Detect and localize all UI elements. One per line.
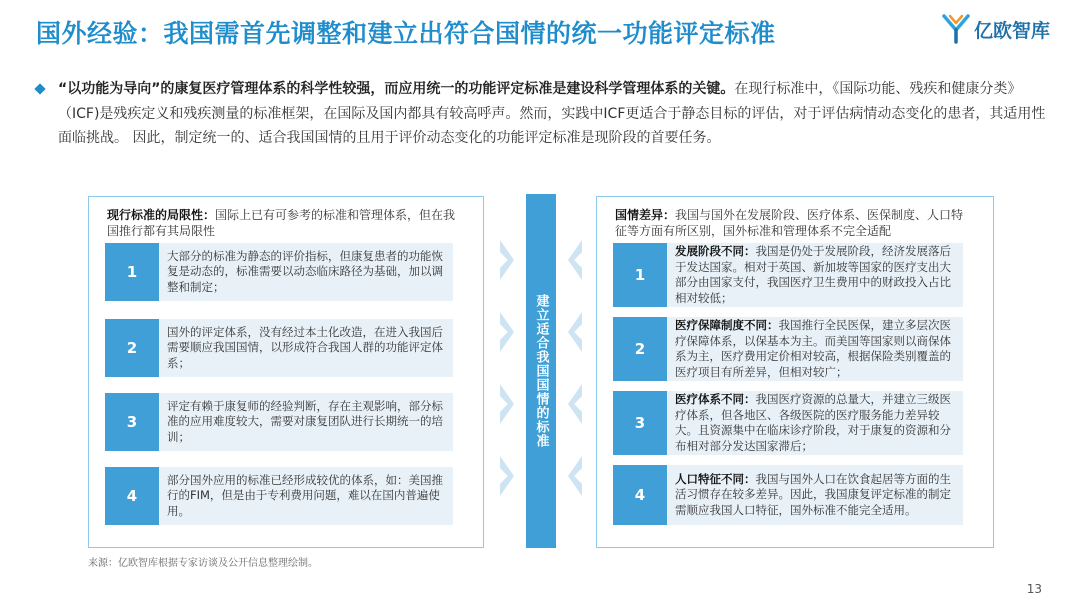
right-panel (596, 196, 994, 548)
item-number: 2 (613, 317, 667, 381)
item-text: 国外的评定体系，没有经过本土化改造，在进入我国后需要顺应我国国情，以形成符合我国人群的功能评定体系； (167, 324, 443, 370)
logo-text: 亿欧智库 (973, 19, 1050, 42)
item-text: 评定有赖于康复师的经验判断，存在主观影响，部分标准的应用难度较大，需要对康复团队进行长期统一的培训； (167, 398, 443, 444)
item-number: 4 (613, 465, 667, 525)
item-text: 我国医疗资源的总量大，并建立三级医疗体系，但各地区、各级医院的医疗服务能力差异较大。且资源集中在临床诊疗阶段，对于康复的资源和分布相对部分发达国家滞后； (675, 392, 951, 453)
item-bold: 发展阶段不同： (675, 244, 756, 258)
item-bold: 医疗保障制度不同： (675, 318, 779, 332)
page-number: 13 (1026, 582, 1042, 596)
right-item (613, 317, 963, 381)
item-text: 我国推行全民医保，建立多层次医疗保障体系，以保基本为主。而美国等国家则以商保体系为主，医疗费用定价相对较高，根据保险类别覆盖的医疗项目有所差异，但相对较广； (675, 318, 951, 379)
source-note: 来源：亿欧智库根据专家访谈及公开信息整理绘制。 (88, 558, 318, 569)
intro-body-text: 在现行标准中，《国际功能、残疾和健康分类》（ICF)是残疾定义和残疾测量的标准框架，在国际及国内都具有较高呼声。然而，实践中ICF更适合于静态目标的评估，对于评估病情动态变化的患者，其适用性面临挑战。 因此，制定统一的、适合我国国情的且用于评价动态变化的功能评定标准是现阶段的首要任务。 (58, 81, 1046, 146)
right-item (613, 465, 963, 525)
chevron-left-icon (568, 312, 582, 352)
chevron-right-icon (500, 456, 514, 496)
right-panel-head-text: 我国与国外在发展阶段、医疗体系、医保制度、人口特征等方面有所区别，国外标准和管理体系不完全适配 (615, 208, 964, 238)
chevron-left-icon (568, 384, 582, 424)
item-text: 大部分的标准为静态的评价指标，但康复患者的功能恢复是动态的，标准需要以动态临床路径为基础，加以调整和制定； (167, 248, 443, 294)
left-panel (88, 196, 484, 548)
chevron-right-icon (500, 240, 514, 280)
brand-logo (942, 14, 1050, 44)
item-text: 我国与国外人口在饮食起居等方面的生活习惯存在较多差异。因此，我国康复评定标准的制定需顺应我国人口特征，国外标准不能完全适用。 (675, 471, 951, 517)
right-item (613, 391, 963, 455)
left-item (105, 319, 453, 377)
page-title: 国外经验：我国需首先调整和建立出符合国情的统一功能评定标准 (36, 19, 776, 48)
item-number: 1 (105, 243, 159, 301)
left-item (105, 467, 453, 525)
chevron-right-icon (500, 312, 514, 352)
chevron-left-icon (568, 456, 582, 496)
chevron-left-icon (568, 240, 582, 280)
center-banner: 建立适合我国国情的标准 (526, 194, 556, 548)
right-panel-header (615, 207, 975, 239)
left-panel-head-text: 国际上已有可参考的标准和管理体系，但在我国推行都有其局限性 (107, 208, 456, 238)
left-panel-header (107, 207, 465, 239)
left-item (105, 243, 453, 301)
right-panel-head-bold: 国情差异： (615, 208, 676, 222)
item-text: 部分国外应用的标准已经形成较优的体系，如：美国推行的FIM，但是由于专利费用问题，难以在国内普遍使用。 (167, 472, 443, 518)
item-number: 3 (105, 393, 159, 451)
item-number: 4 (105, 467, 159, 525)
left-item (105, 393, 453, 451)
right-item (613, 243, 963, 307)
intro-bold-text: “以功能为导向”的康复医疗管理体系的科学性较强，而应用统一的功能评定标准是建设科学管理体系的关键。 (58, 81, 735, 97)
item-bold: 医疗体系不同： (675, 392, 756, 406)
item-number: 3 (613, 391, 667, 455)
item-bold: 人口特征不同： (675, 471, 756, 486)
intro-paragraph (36, 77, 1051, 151)
yiou-logo-icon (942, 14, 970, 44)
chevron-right-icon (500, 384, 514, 424)
item-number: 1 (613, 243, 667, 307)
item-text: 我国是仍处于发展阶段，经济发展落后于发达国家。相对于英国、新加坡等国家的医疗支出大部分由国家支付，我国医疗卫生费用中的财政投入占比相对较低； (675, 244, 951, 305)
left-panel-head-bold: 现行标准的局限性： (107, 208, 216, 222)
item-number: 2 (105, 319, 159, 377)
